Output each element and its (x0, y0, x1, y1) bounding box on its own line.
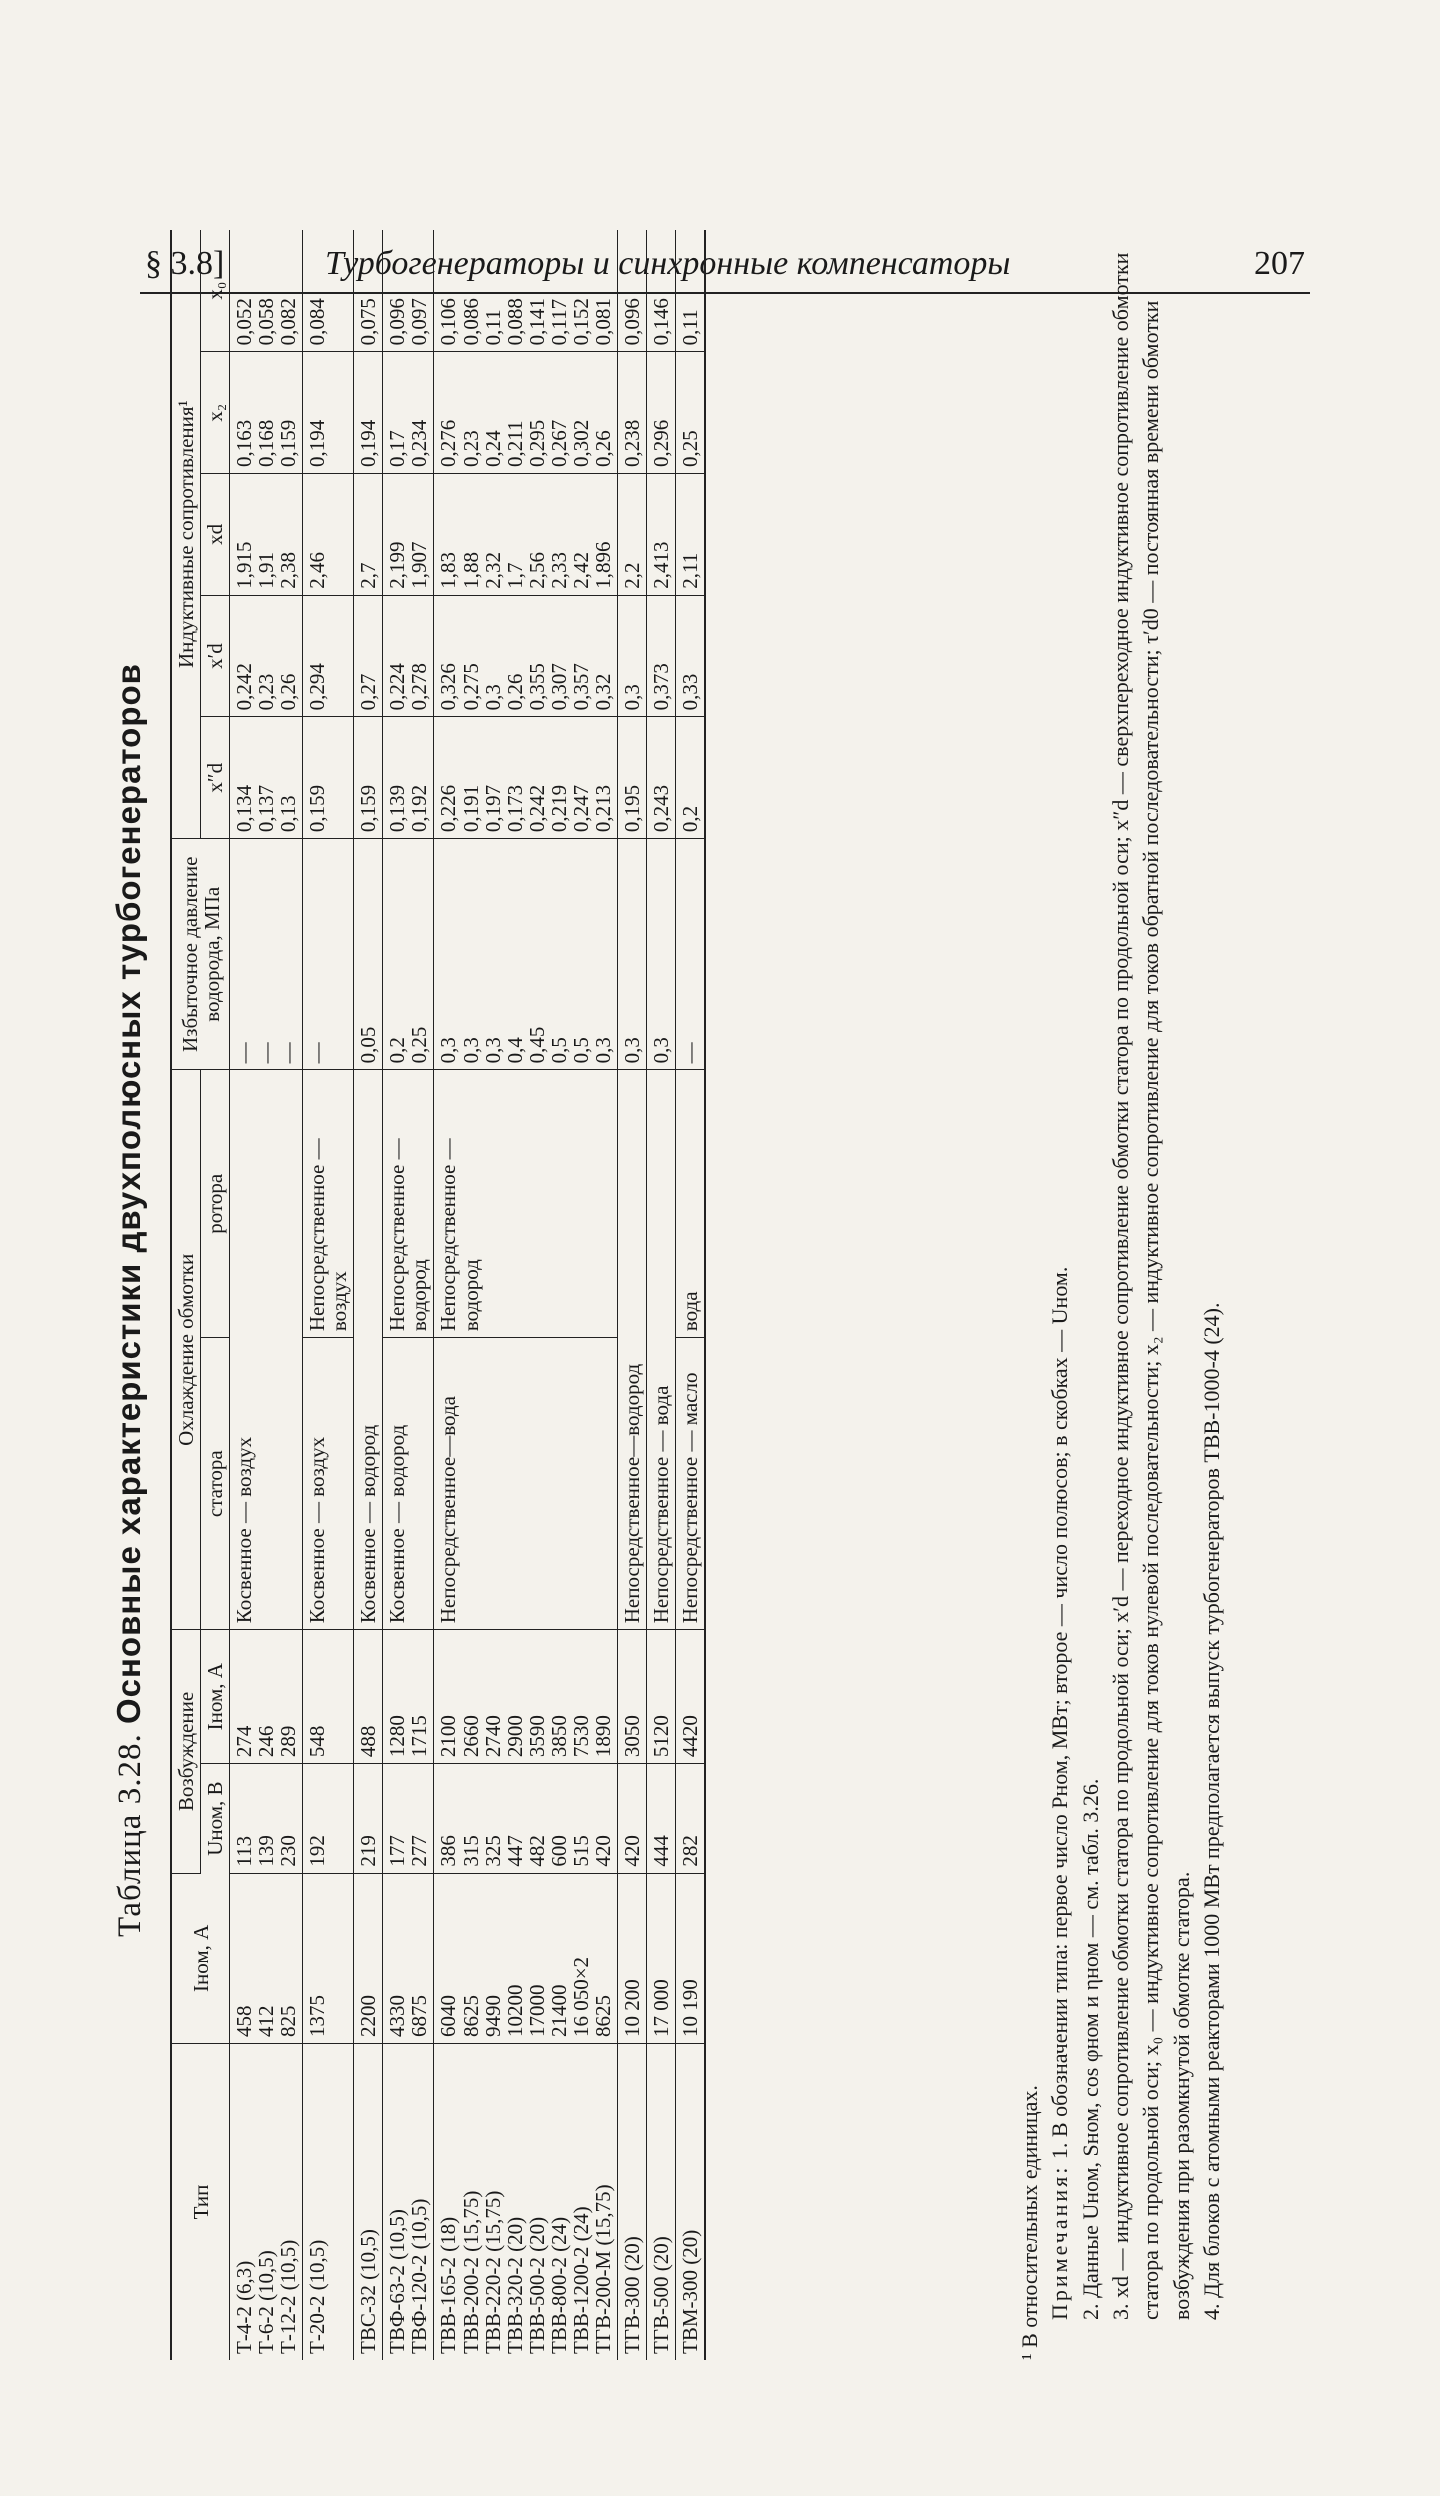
header-x0: x₀ (201, 230, 230, 352)
cell-xd2: 0,159 (354, 717, 383, 839)
cell-x0: 0,084 (303, 230, 354, 352)
cell-types: Т-4-2 (6,3) Т-6-2 (10,5) Т-12-2 (10,5) (230, 2044, 303, 2360)
cell-x0: 0,11 (675, 230, 705, 352)
cell-i-exc: 548 (303, 1630, 354, 1764)
cell-xd: 2,11 (675, 474, 705, 596)
note-4: 4. Для блоков с атомными реакторами 1000 МВт предполагается выпуск турбогенераторов ТВВ-1000-4 (24). (1199, 1302, 1225, 2320)
cell-xd: 2,413 (646, 474, 675, 596)
cell-xd1: 0,3 (617, 595, 646, 717)
cell-pressure: 0,3 (617, 839, 646, 1070)
cell-rotor: вода (675, 1070, 705, 1338)
cell-x2: 0,25 (675, 352, 705, 474)
caption-title: Основные характеристики двухполюсных турбогенераторов (110, 663, 147, 1725)
cell-types: ТГВ-500 (20) (646, 2044, 675, 2360)
cell-cooling: Косвенное — водород (354, 1070, 383, 1630)
cell-xd1: 0,242 0,23 0,26 (230, 595, 303, 717)
header-xd1: x′d (201, 595, 230, 717)
cell-i-nom: 17 000 (646, 1873, 675, 2043)
cell-x2: 0,163 0,168 0,159 (230, 352, 303, 474)
header-cooling: Охлаждение обмотки (171, 1070, 201, 1630)
cell-x0: 0,075 (354, 230, 383, 352)
cell-i-exc: 2100 2660 2740 2900 3590 3850 7530 1890 (434, 1630, 617, 1764)
cell-rotor: Непосредственное — водород (383, 1070, 434, 1338)
caption-label: Таблица 3.28. (112, 1733, 148, 1937)
cell-i-exc: 4420 (675, 1630, 705, 1764)
note-2: 2. Данные Uном, Sном, cos φном и ηном — см. табл. 3.26. (1077, 1778, 1103, 2320)
cell-u-exc: 386 315 325 447 482 600 515 420 (434, 1764, 617, 1874)
header-excitation: Возбуждение (171, 1630, 201, 1873)
cell-xd2: 0,139 0,192 (383, 717, 434, 839)
header-i-nom-exc: Iном, А (201, 1630, 230, 1764)
cell-cooling: Косвенное — воздух (230, 1070, 303, 1630)
cell-stator: Непосредственное—вода (434, 1338, 617, 1630)
cell-types: ТВС-32 (10,5) (354, 2044, 383, 2360)
table-row (675, 230, 705, 2360)
cell-u-exc: 282 (675, 1764, 705, 1874)
header-xd: xd (201, 474, 230, 596)
header-xd2: x″d (201, 717, 230, 839)
cell-x0: 0,096 0,097 (383, 230, 434, 352)
cell-types: ТВВ-165-2 (18) ТВВ-200-2 (15,75) ТВВ-220-2 (15,75) ТВВ-320-2 (20) ТВВ-500-2 (20) ТВВ-800-2 (24) ТВВ-1200-2 (24) ТГВ-200-М (15,75) (434, 2044, 617, 2360)
cell-xd2: 0,243 (646, 717, 675, 839)
header-stator: статора (201, 1338, 230, 1630)
cell-x2: 0,194 (354, 352, 383, 474)
table-row (230, 230, 303, 2360)
header-u-nom: Uном, В (201, 1764, 230, 1874)
cell-xd2: 0,226 0,191 0,197 0,173 0,242 0,219 0,247 0,213 (434, 717, 617, 839)
cell-x0: 0,106 0,086 0,11 0,088 0,141 0,117 0,152 0,081 (434, 230, 617, 352)
running-title: Турбогенераторы и синхронные компенсаторы (325, 245, 1011, 282)
cell-u-exc: 219 (354, 1764, 383, 1874)
cell-i-exc: 1280 1715 (383, 1630, 434, 1764)
cell-i-nom: 1375 (303, 1873, 354, 2043)
cell-cooling: Непосредственное—водород (617, 1070, 646, 1630)
cell-i-nom: 6040 8625 9490 10200 17000 21400 16 050×2 8625 (434, 1873, 617, 2043)
cell-i-exc: 3050 (617, 1630, 646, 1764)
table-row (303, 230, 354, 2360)
cell-i-nom: 10 200 (617, 1873, 646, 2043)
cell-xd: 2,46 (303, 474, 354, 596)
cell-xd2: 0,134 0,137 0,13 (230, 717, 303, 839)
cell-types: ТВМ-300 (20) (675, 2044, 705, 2360)
cell-pressure: 0,3 (646, 839, 675, 1070)
cell-rotor: Непосредственное — воздух (303, 1070, 354, 1338)
cell-i-exc: 488 (354, 1630, 383, 1764)
cell-u-exc: 444 (646, 1764, 675, 1874)
cell-x0: 0,146 (646, 230, 675, 352)
cell-x2: 0,17 0,234 (383, 352, 434, 474)
cell-types: Т-20-2 (10,5) (303, 2044, 354, 2360)
cell-xd: 2,7 (354, 474, 383, 596)
header-type: Тип (171, 2044, 230, 2360)
cell-xd1: 0,326 0,275 0,3 0,26 0,355 0,307 0,357 0,32 (434, 595, 617, 717)
cell-types: ТВФ-63-2 (10,5) ТВФ-120-2 (10,5) (383, 2044, 434, 2360)
cell-i-exc: 5120 (646, 1630, 675, 1764)
table-row (617, 230, 646, 2360)
header-pressure: Избыточное давление водорода, МПа (171, 839, 230, 1070)
generator-table (170, 230, 706, 2360)
cell-xd1: 0,27 (354, 595, 383, 717)
header-i-nom: Iном, А (171, 1873, 230, 2043)
cell-cooling: Непосредственное — вода (646, 1070, 675, 1630)
cell-u-exc: 177 277 (383, 1764, 434, 1874)
cell-pressure: 0,05 (354, 839, 383, 1070)
notes-heading: Примечания: (1047, 2164, 1073, 2320)
cell-i-nom: 4330 6875 (383, 1873, 434, 2043)
cell-xd2: 0,195 (617, 717, 646, 839)
cell-types: ТГВ-300 (20) (617, 2044, 646, 2360)
footnote: ¹ В относительных единицах. (1017, 2085, 1042, 2360)
cell-i-exc: 274 246 289 (230, 1630, 303, 1764)
cell-x2: 0,194 (303, 352, 354, 474)
cell-u-exc: 113 139 230 (230, 1764, 303, 1874)
header-reactances: Индуктивные сопротивления¹ (171, 230, 201, 839)
cell-x2: 0,238 (617, 352, 646, 474)
rotated-table-page (110, 200, 1310, 2400)
header-rotor: ротора (201, 1070, 230, 1338)
table-row (434, 230, 617, 2360)
page-number: 207 (1254, 245, 1305, 282)
table-row (383, 230, 434, 2360)
cell-xd1: 0,294 (303, 595, 354, 717)
cell-i-nom: 458 412 825 (230, 1873, 303, 2043)
cell-x0: 0,096 (617, 230, 646, 352)
header-x2: x₂ (201, 352, 230, 474)
section-number: § 3.8] (145, 245, 225, 282)
cell-xd1: 0,224 0,278 (383, 595, 434, 717)
cell-pressure: 0,3 0,3 0,3 0,4 0,45 0,5 0,5 0,3 (434, 839, 617, 1070)
cell-stator: Непосредственное — масло (675, 1338, 705, 1630)
cell-pressure: — (303, 839, 354, 1070)
cell-xd1: 0,373 (646, 595, 675, 717)
cell-xd: 1,83 1,88 2,32 1,7 2,56 2,33 2,42 1,896 (434, 474, 617, 596)
note-3: 3. xd — индуктивное сопротивление обмотки статора по продольной оси; x′d — переходное индуктивное сопротивление обмотки статора по продольной оси; x″d — сверхпереходное индуктивное сопротивление обмотки статора по продольной оси; x₀ — индуктивное сопротивление для токов нулевой последовательности; x₂ — индуктивное сопротивление для токов обратной последовательности; τ′d0 — постоянная времени обмотки возбуждения при разомкнутой обмотке статора. (1108, 252, 1194, 2320)
cell-stator: Косвенное — воздух (303, 1338, 354, 1630)
cell-xd: 2,2 (617, 474, 646, 596)
cell-stator: Косвенное — водород (383, 1338, 434, 1630)
cell-pressure: — (675, 839, 705, 1070)
note-1: 1. В обозначении типа: первое число Pном, МВт; второе — число полюсов; в скобках — Uном. (1047, 1266, 1073, 2160)
cell-u-exc: 192 (303, 1764, 354, 1874)
cell-xd: 2,199 1,907 (383, 474, 434, 596)
table-notes (1015, 230, 1228, 2360)
table-caption (110, 200, 149, 2400)
cell-u-exc: 420 (617, 1764, 646, 1874)
cell-i-nom: 10 190 (675, 1873, 705, 2043)
cell-pressure: 0,2 0,25 (383, 839, 434, 1070)
table-row (646, 230, 675, 2360)
cell-x2: 0,296 (646, 352, 675, 474)
cell-rotor: Непосредственное — водород (434, 1070, 617, 1338)
table-row (354, 230, 383, 2360)
cell-xd2: 0,2 (675, 717, 705, 839)
cell-x0: 0,052 0,058 0,082 (230, 230, 303, 352)
cell-pressure: — — — (230, 839, 303, 1070)
cell-xd: 1,915 1,91 2,38 (230, 474, 303, 596)
cell-x2: 0,276 0,23 0,24 0,211 0,295 0,267 0,302 0,26 (434, 352, 617, 474)
cell-xd2: 0,159 (303, 717, 354, 839)
cell-xd1: 0,33 (675, 595, 705, 717)
cell-i-nom: 2200 (354, 1873, 383, 2043)
